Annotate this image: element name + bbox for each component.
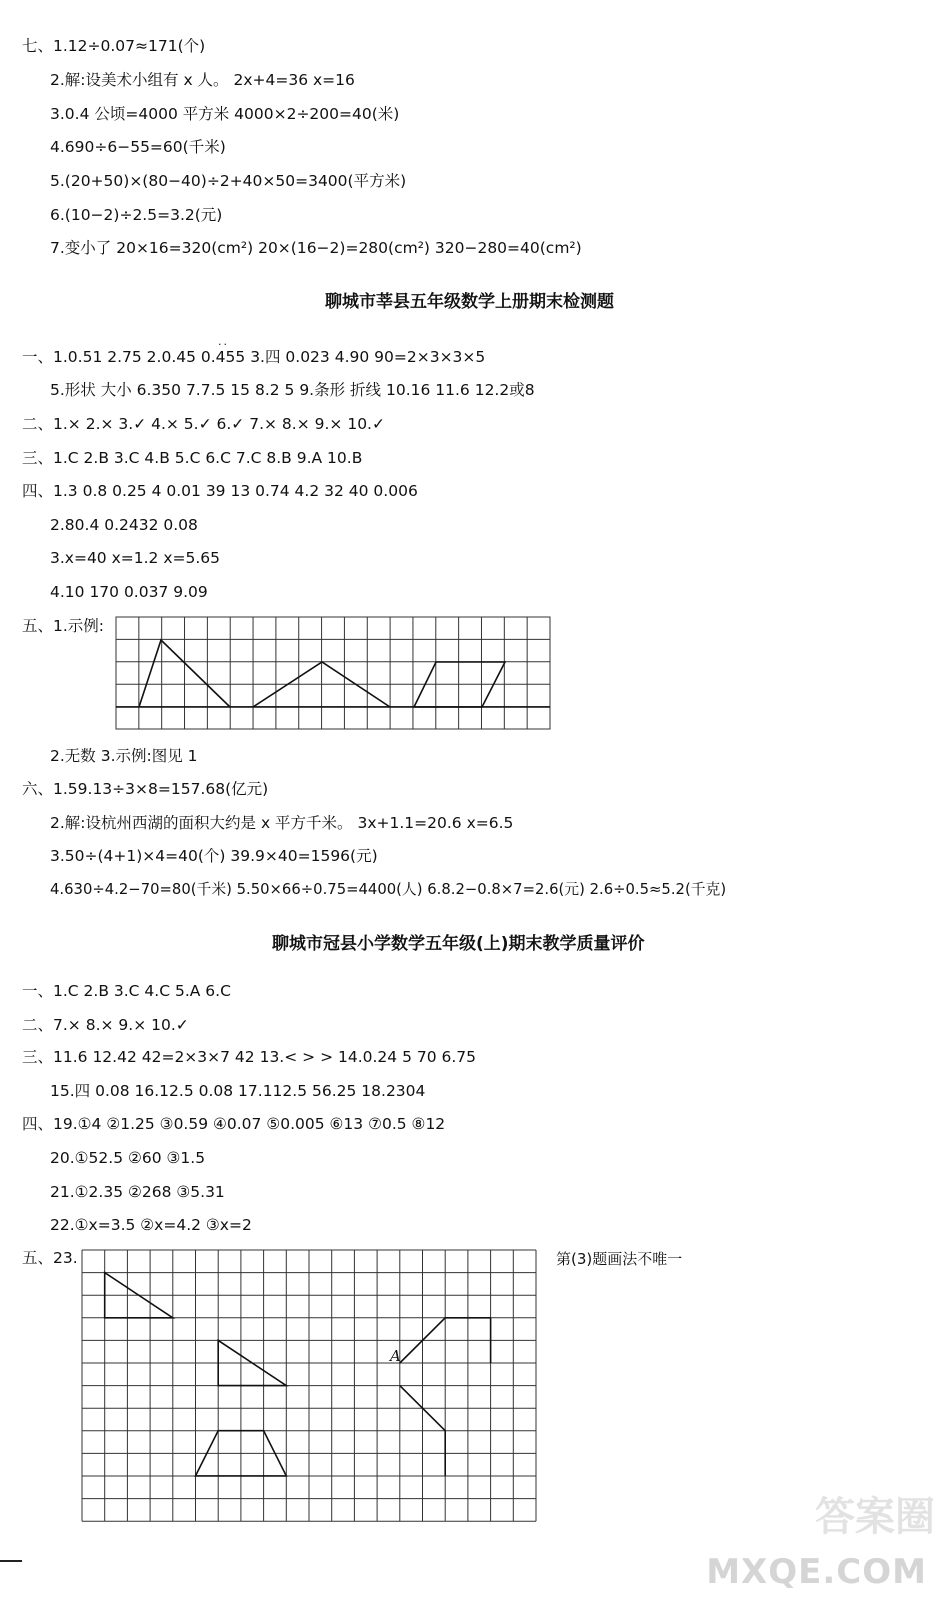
exam1-s1-line2: 5.形状 大小 6.350 7.7.5 15 8.2 5 9.条形 折线 10.16 11.6 12.2或8 <box>50 381 535 399</box>
point-a-label: A <box>390 1347 401 1365</box>
exam2-title: 聊城市冠县小学数学五年级(上)期末教学质量评价 <box>272 934 645 954</box>
grid-figure-1 <box>116 617 551 730</box>
watermark-top: 答案圈 <box>815 1494 935 1540</box>
exam2-s1: 一、1.C 2.B 3.C 4.C 5.A 6.C <box>22 982 231 1000</box>
exam1-s6-line1: 六、1.59.13÷3×8=157.68(亿元) <box>22 780 269 798</box>
exam2-s4-line4: 22.①x=3.5 ②x=4.2 ③x=2 <box>50 1216 252 1234</box>
part7-q3: 3.0.4 公顷=4000 平方米 4000×2÷200=40(米) <box>50 105 400 123</box>
part7-q5: 5.(20+50)×(80−40)÷2+40×50=3400(平方米) <box>50 172 407 190</box>
exam2-s3-line2: 15.四 0.08 16.12.5 0.08 17.112.5 56.25 18.2304 <box>50 1082 426 1100</box>
exam1-s6-line4: 4.630÷4.2−70=80(千米) 5.50×66÷0.75=4400(人) 6.8.2−0.8×7=2.6(元) 2.6÷0.5≈5.2(千克) <box>50 881 727 898</box>
part7-q4: 4.690÷6−55=60(千米) <box>50 138 226 156</box>
exam1-s4-line2: 2.80.4 0.2432 0.08 <box>50 516 198 534</box>
exam2-s5-label: 五、23. <box>22 1249 78 1267</box>
exam1-s1-line1: 一、1.0.51 2.75 2.0.45 0.455 3.四 0.023 4.90 90=2×3×3×5 <box>22 348 486 366</box>
part7-q7: 7.变小了 20×16=320(cm²) 20×(16−2)=280(cm²) 320−280=40(cm²) <box>50 239 582 257</box>
exam2-s2: 二、7.× 8.× 9.× 10.✓ <box>22 1016 189 1034</box>
exam2-note: 第(3)题画法不唯一 <box>556 1250 683 1268</box>
part7-q1: 七、1.12÷0.07≈171(个) <box>22 37 206 55</box>
exam1-s4-line4: 4.10 170 0.037 9.09 <box>50 583 208 601</box>
repeat-dots: ·· <box>218 338 229 351</box>
exam2-s4-line3: 21.①2.35 ②268 ③5.31 <box>50 1183 225 1201</box>
part7-q2: 2.解:设美术小组有 x 人。 2x+4=36 x=16 <box>50 71 355 89</box>
exam1-s2: 二、1.× 2.× 3.✓ 4.× 5.✓ 6.✓ 7.× 8.× 9.× 10.✓ <box>22 415 385 433</box>
exam2-s4-line1: 四、19.①4 ②1.25 ③0.59 ④0.07 ⑤0.005 ⑥13 ⑦0.5 ⑧12 <box>22 1115 446 1133</box>
page-edge-rule <box>0 1560 22 1562</box>
part7-q6: 6.(10−2)÷2.5=3.2(元) <box>50 206 223 224</box>
watermark-bottom: MXQE.COM <box>706 1552 927 1592</box>
exam1-s5-label: 五、1.示例: <box>22 617 105 635</box>
exam1-s6-line3: 3.50÷(4+1)×4=40(个) 39.9×40=1596(元) <box>50 847 378 865</box>
exam1-s4-line1: 四、1.3 0.8 0.25 4 0.01 39 13 0.74 4.2 32 40 0.006 <box>22 482 418 500</box>
exam1-s5-line2: 2.无数 3.示例:图见 1 <box>50 747 198 765</box>
exam1-title: 聊城市莘县五年级数学上册期末检测题 <box>325 292 614 312</box>
grid-figure-2 <box>82 1250 542 1532</box>
exam1-s3: 三、1.C 2.B 3.C 4.B 5.C 6.C 7.C 8.B 9.A 10.B <box>22 449 363 467</box>
exam2-s4-line2: 20.①52.5 ②60 ③1.5 <box>50 1149 206 1167</box>
exam1-s6-line2: 2.解:设杭州西湖的面积大约是 x 平方千米。 3x+1.1=20.6 x=6.5 <box>50 814 514 832</box>
exam2-s3-line1: 三、11.6 12.42 42=2×3×7 42 13.< > > 14.0.24 5 70 6.75 <box>22 1048 477 1066</box>
exam1-s4-line3: 3.x=40 x=1.2 x=5.65 <box>50 549 221 567</box>
